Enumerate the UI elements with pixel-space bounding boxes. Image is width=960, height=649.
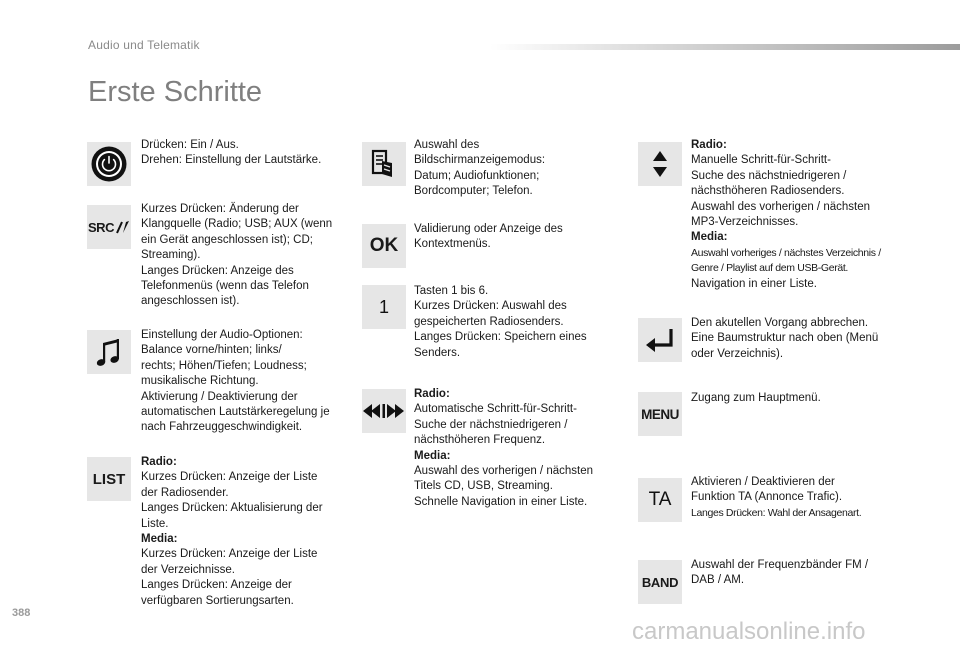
menu-label: MENU xyxy=(641,406,679,422)
band-label: BAND xyxy=(641,574,679,590)
ta-icon xyxy=(638,478,682,522)
src-label: SRC xyxy=(88,219,114,235)
ok-description: Validierung oder Anzeige des Kontextmenüs. xyxy=(414,223,563,251)
ta-description: Aktivieren / Deaktivieren der Funktion TA (Annonce Trafic). Langes Drücken: Wahl der Ansagenart. xyxy=(691,476,862,519)
menu-icon xyxy=(638,392,682,436)
power-description: Drücken: Ein / Aus. Drehen: Einstellung der Lautstärke. xyxy=(141,139,322,167)
music-note-icon xyxy=(87,330,131,374)
page-number: 388 xyxy=(12,607,31,619)
back-arrow-icon xyxy=(638,318,682,362)
list-icon xyxy=(87,457,131,501)
menu-description: Zugang zum Hauptmenü. xyxy=(691,392,821,404)
ok-label: OK xyxy=(369,235,399,256)
watermark: carmanualsonline.info xyxy=(632,618,866,645)
display-mode-icon xyxy=(362,142,406,186)
band-icon xyxy=(638,560,682,604)
ok-icon xyxy=(362,224,406,268)
seek-description: Radio: Automatische Schritt-für-Schritt- Suche der nächstniedrigeren / nächsthöheren Frequenz. Media: Auswahl des vorherigen / nächsten Titels CD, USB, Streaming. Schnelle Navigation in einer Liste. xyxy=(414,388,593,508)
preset-label: 1 xyxy=(378,296,389,317)
preset-description: Tasten 1 bis 6. Kurzes Drücken: Auswahl des gespeicherten Radiosenders. Langes Drücken: Speichern eines Senders. xyxy=(414,285,587,359)
src-description: Kurzes Drücken: Änderung der Klangquelle (Radio; USB; AUX (wenn ein Gerät angeschlossen ist); CD; Streaming). Langes Drücken: Anzeige des Telefonmenüs (wenn das Telefon angeschlossen ist). xyxy=(141,203,333,308)
header-bar xyxy=(490,44,960,50)
list-label: LIST xyxy=(92,470,126,488)
audio-description: Einstellung der Audio-Optionen: Balance vorne/hinten; links/ rechts; Höhen/Tiefen; Loudness; musikalische Richtung. Aktivierung / Deaktivierung der automatischen Lautstärkeregelung je nach Fahrzeuggeschwindigkeit. xyxy=(141,329,330,434)
up-down-arrows-icon xyxy=(638,142,682,186)
ta-label: TA xyxy=(648,489,672,510)
list-description: Radio: Kurzes Drücken: Anzeige der Liste der Radiosender. Langes Drücken: Aktualisierung der Liste. Media: Kurzes Drücken: Anzeige der Liste der Verzeichnisse. Langes Drücken: Anzeige der verfügbaren Sortierungsarten. xyxy=(141,456,323,607)
back-description: Den akutellen Vorgang abbrechen. Eine Baumstruktur nach oben (Menü oder Verzeichnis). xyxy=(691,317,879,360)
phone-icon xyxy=(116,219,130,235)
display-description: Auswahl des Bildschirmanzeigemodus: Datum; Audiofunktionen; Bordcomputer; Telefon. xyxy=(414,139,546,198)
section-header: Audio und Telematik xyxy=(88,38,200,52)
src-phone-icon xyxy=(87,205,131,249)
seek-arrows-icon xyxy=(362,389,406,433)
power-icon xyxy=(87,142,131,186)
preset-key-icon xyxy=(362,285,406,329)
page-title: Erste Schritte xyxy=(88,76,263,108)
band-description: Auswahl der Frequenzbänder FM / DAB / AM. xyxy=(691,559,869,587)
updown-description: Radio: Manuelle Schritt-für-Schritt- Suche des nächstniedrigeren / nächsthöheren Radiosenders. Auswahl des vorherigen / nächsten MP3-Verzeichnisses. Media: Auswahl vorheriges / nächstes Verzeichnis / Genre / Playlist auf dem USB-Gerät. Navigation in einer Liste. xyxy=(691,139,881,290)
